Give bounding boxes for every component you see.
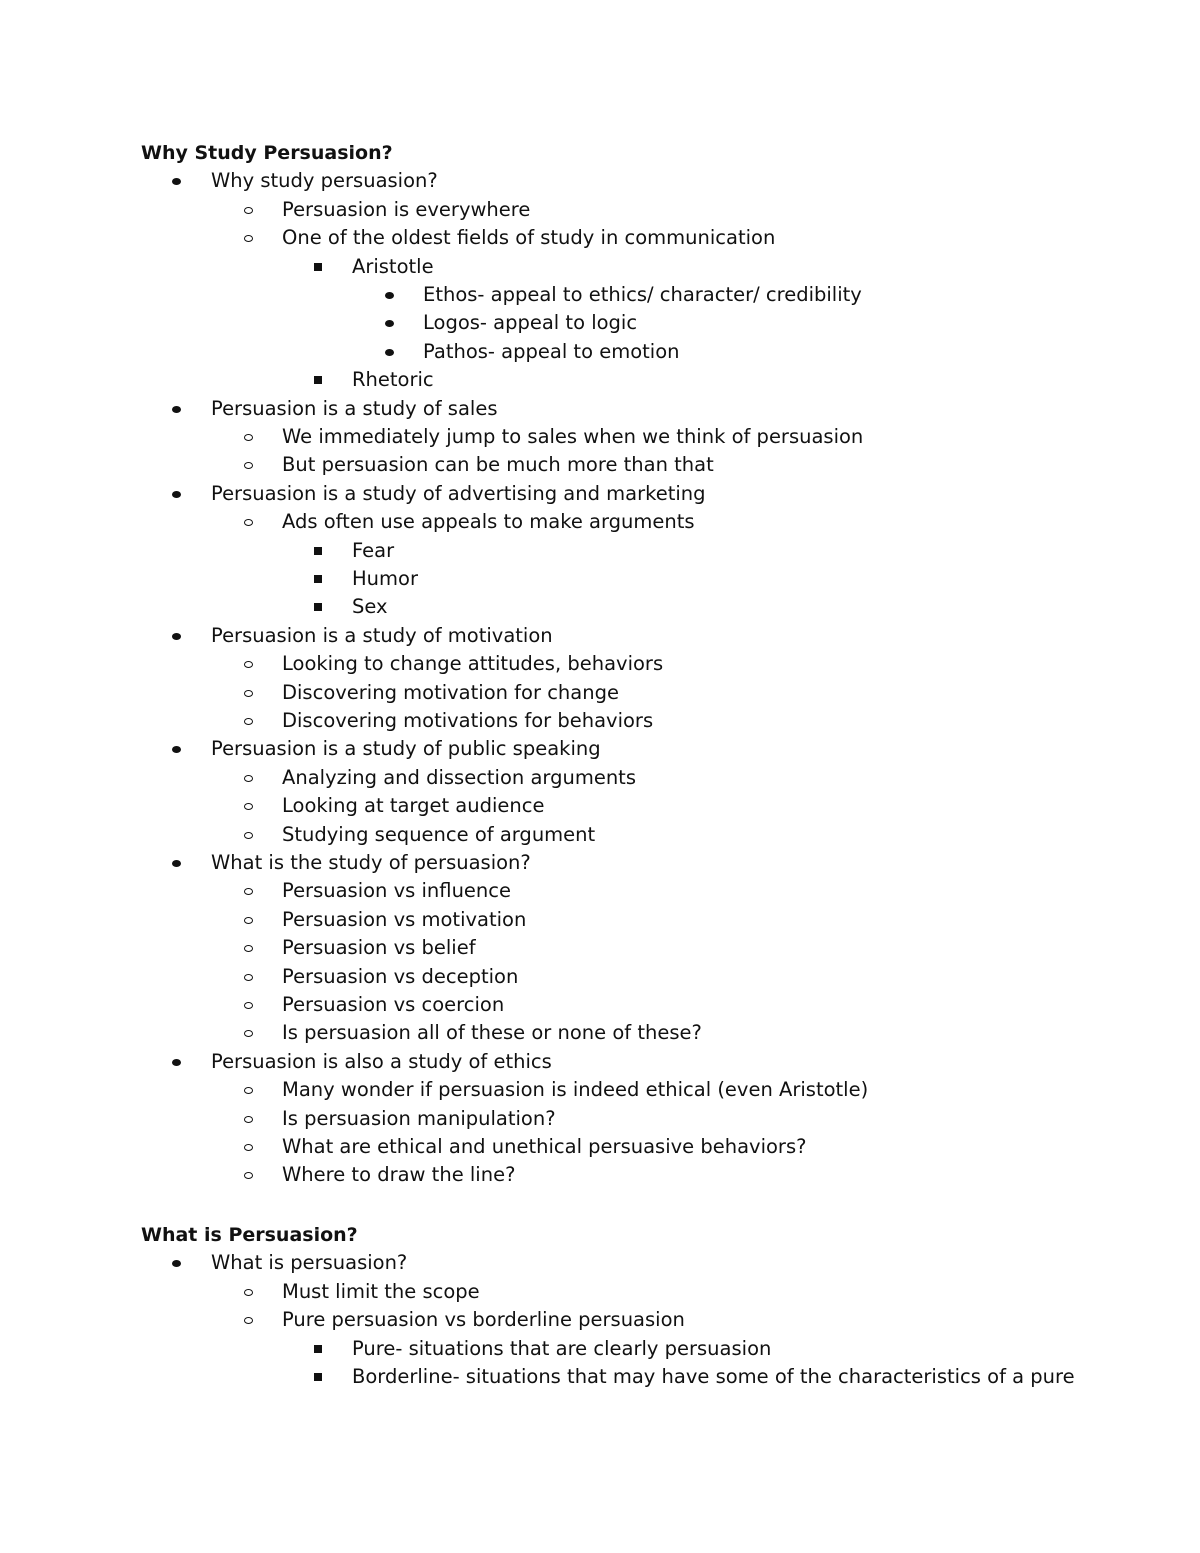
list-item-text: What is persuasion? — [211, 1251, 408, 1274]
list-item-text: Pure- situations that are clearly persuasion — [352, 1337, 772, 1360]
circle-bullet-icon — [237, 650, 259, 678]
list-item-text: What is the study of persuasion? — [211, 851, 531, 874]
list-item-text: We immediately jump to sales when we think of persuasion — [282, 425, 864, 448]
list-item-text: Ads often use appeals to make arguments — [282, 510, 695, 533]
list-item-text: Humor — [352, 567, 418, 590]
list-item-text: Persuasion vs deception — [282, 965, 519, 988]
list-item-text: Must limit the scope — [282, 1280, 480, 1303]
list-item-text: Persuasion vs influence — [282, 879, 512, 902]
list-item-text: Is persuasion all of these or none of these? — [282, 1021, 702, 1044]
circle-bullet-icon — [237, 1161, 259, 1189]
disc-bullet-icon — [378, 281, 400, 309]
disc-bullet-icon — [165, 167, 187, 195]
list-item-text: Fear — [352, 539, 395, 562]
square-bullet-icon — [307, 537, 329, 565]
disc-bullet-icon — [165, 849, 187, 877]
circle-bullet-icon — [237, 451, 259, 479]
section-heading: Why Study Persuasion? — [141, 142, 393, 164]
square-bullet-icon — [307, 366, 329, 394]
disc-bullet-icon — [378, 338, 400, 366]
disc-bullet-icon — [165, 735, 187, 763]
list-item-text: Aristotle — [352, 255, 434, 278]
circle-bullet-icon — [237, 1076, 259, 1104]
circle-bullet-icon — [237, 707, 259, 735]
list-item-text: Looking to change attitudes, behaviors — [282, 652, 664, 675]
circle-bullet-icon — [237, 508, 259, 536]
list-item-text: Persuasion is a study of motivation — [211, 624, 553, 647]
disc-bullet-icon — [165, 1048, 187, 1076]
list-item-text: Persuasion vs belief — [282, 936, 476, 959]
list-item-text: One of the oldest fields of study in communication — [282, 226, 776, 249]
square-bullet-icon — [307, 593, 329, 621]
list-item-text: Ethos- appeal to ethics/ character/ credibility — [423, 283, 862, 306]
circle-bullet-icon — [237, 906, 259, 934]
circle-bullet-icon — [237, 1306, 259, 1334]
list-item-text: Where to draw the line? — [282, 1163, 516, 1186]
list-item-text: Borderline- situations that may have some of the characteristics of a pure — [352, 1365, 1075, 1388]
list-item-text: Many wonder if persuasion is indeed ethical (even Aristotle) — [282, 1078, 869, 1101]
list-item-text: Sex — [352, 595, 388, 618]
list-item-text: Pathos- appeal to emotion — [423, 340, 680, 363]
list-item-text: Persuasion is everywhere — [282, 198, 531, 221]
list-item-text: Studying sequence of argument — [282, 823, 596, 846]
list-item-text: Rhetoric — [352, 368, 434, 391]
circle-bullet-icon — [237, 877, 259, 905]
list-item-text: Persuasion is a study of public speaking — [211, 737, 601, 760]
square-bullet-icon — [307, 1335, 329, 1363]
circle-bullet-icon — [237, 1105, 259, 1133]
list-item-text: Discovering motivations for behaviors — [282, 709, 654, 732]
disc-bullet-icon — [165, 1249, 187, 1277]
circle-bullet-icon — [237, 1133, 259, 1161]
list-item-text: But persuasion can be much more than that — [282, 453, 714, 476]
circle-bullet-icon — [237, 423, 259, 451]
list-item-text: Pure persuasion vs borderline persuasion — [282, 1308, 685, 1331]
disc-bullet-icon — [378, 309, 400, 337]
square-bullet-icon — [307, 565, 329, 593]
list-item-text: Persuasion is a study of sales — [211, 397, 498, 420]
circle-bullet-icon — [237, 224, 259, 252]
circle-bullet-icon — [237, 991, 259, 1019]
circle-bullet-icon — [237, 934, 259, 962]
circle-bullet-icon — [237, 1019, 259, 1047]
square-bullet-icon — [307, 1363, 329, 1391]
section-heading: What is Persuasion? — [141, 1224, 358, 1246]
circle-bullet-icon — [237, 963, 259, 991]
list-item-text: Is persuasion manipulation? — [282, 1107, 556, 1130]
circle-bullet-icon — [237, 764, 259, 792]
circle-bullet-icon — [237, 679, 259, 707]
list-item-text: Persuasion vs motivation — [282, 908, 527, 931]
list-item-text: Analyzing and dissection arguments — [282, 766, 636, 789]
disc-bullet-icon — [165, 480, 187, 508]
list-item-text: Persuasion is a study of advertising and marketing — [211, 482, 706, 505]
disc-bullet-icon — [165, 395, 187, 423]
list-item-text: Discovering motivation for change — [282, 681, 619, 704]
circle-bullet-icon — [237, 1278, 259, 1306]
square-bullet-icon — [307, 253, 329, 281]
circle-bullet-icon — [237, 196, 259, 224]
disc-bullet-icon — [165, 622, 187, 650]
list-item-text: Looking at target audience — [282, 794, 545, 817]
circle-bullet-icon — [237, 792, 259, 820]
list-item-text: Persuasion is also a study of ethics — [211, 1050, 552, 1073]
list-item-text: Logos- appeal to logic — [423, 311, 638, 334]
list-item-text: Persuasion vs coercion — [282, 993, 505, 1016]
circle-bullet-icon — [237, 821, 259, 849]
list-item-text: What are ethical and unethical persuasive behaviors? — [282, 1135, 807, 1158]
list-item-text: Why study persuasion? — [211, 169, 438, 192]
